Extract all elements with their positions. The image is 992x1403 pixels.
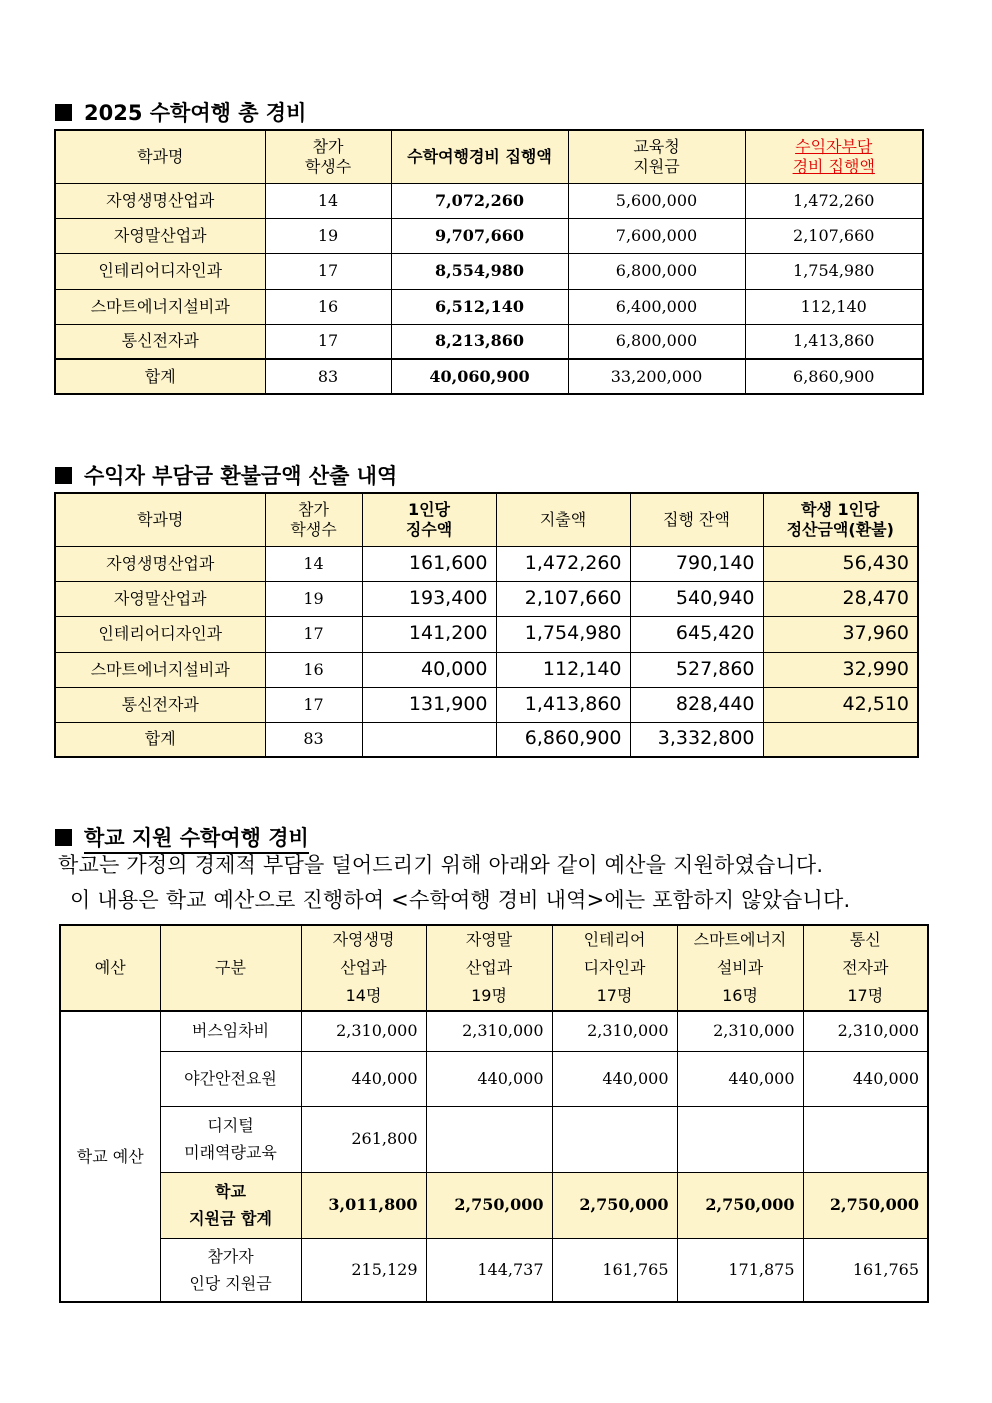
balance: 645,420 (630, 616, 763, 652)
category-label: 버스임차비 (160, 1011, 301, 1051)
header-dept: 학과명 (55, 493, 265, 546)
refund-amount: 32,990 (763, 652, 918, 687)
header-dept-5: 통신 전자과 17명 (803, 925, 928, 1011)
per-person-fee: 131,900 (362, 687, 496, 722)
student-count: 19 (265, 218, 391, 253)
amount: 2,310,000 (426, 1011, 552, 1051)
total-spent: 9,707,660 (391, 218, 568, 253)
dept-name: 인테리어디자인과 (55, 616, 265, 652)
dept-name: 자영말산업과 (55, 218, 265, 253)
table-row (55, 546, 918, 581)
office-support: 7,600,000 (568, 218, 745, 253)
table-row (60, 1238, 928, 1302)
per-person-fee: 161,600 (362, 546, 496, 581)
header-per-person-fee: 1인당 징수액 (362, 493, 496, 546)
support-note: 이 내용은 학교 예산으로 진행하여 <수학여행 경비 내역>에는 포함하지 않았습니다. (70, 888, 851, 912)
section2-title: 수익자 부담금 환불금액 산출 내역 (55, 460, 397, 490)
header-students: 참가 학생수 (265, 130, 391, 183)
dept-name: 통신전자과 (55, 687, 265, 722)
table-row (60, 1106, 928, 1172)
header-dept-2: 자영말 산업과 19명 (426, 925, 552, 1011)
total-balance: 3,332,800 (630, 722, 763, 757)
dept-name: 통신전자과 (55, 324, 265, 359)
student-count: 17 (265, 253, 391, 289)
amount: 161,765 (803, 1238, 928, 1302)
per-person-fee: 40,000 (362, 652, 496, 687)
balance: 828,440 (630, 687, 763, 722)
beneficiary-cost: 1,472,260 (745, 183, 923, 218)
office-support: 5,600,000 (568, 183, 745, 218)
subtotal-row (60, 1172, 928, 1238)
header-dept: 학과명 (55, 130, 265, 183)
header-dept-3: 인테리어 디자인과 17명 (552, 925, 677, 1011)
total-spent: 8,213,860 (391, 324, 568, 359)
balance: 527,860 (630, 652, 763, 687)
section1-title: 2025 수학여행 총 경비 (55, 97, 306, 127)
amount (677, 1106, 803, 1172)
beneficiary-cost: 1,754,980 (745, 253, 923, 289)
total-spent-sum: 40,060,900 (391, 359, 568, 394)
total-row (55, 359, 923, 394)
table-row (55, 687, 918, 722)
amount: 440,000 (803, 1051, 928, 1106)
total-students: 83 (265, 722, 362, 757)
square-bullet-icon (55, 467, 72, 484)
header-total-spent: 수학여행경비 집행액 (391, 130, 568, 183)
expense: 112,140 (496, 652, 630, 687)
amount: 2,310,000 (677, 1011, 803, 1051)
expense: 1,413,860 (496, 687, 630, 722)
student-count: 17 (265, 324, 391, 359)
header-expense: 지출액 (496, 493, 630, 546)
header-dept-4: 스마트에너지 설비과 16명 (677, 925, 803, 1011)
table-row (60, 1051, 928, 1106)
table-row (55, 183, 923, 218)
student-count: 14 (265, 183, 391, 218)
dept-name: 자영말산업과 (55, 581, 265, 616)
student-count: 16 (265, 289, 391, 324)
category-label: 야간안전요원 (160, 1051, 301, 1106)
expense: 1,754,980 (496, 616, 630, 652)
table-row (60, 1011, 928, 1051)
amount: 440,000 (552, 1051, 677, 1106)
amount: 2,750,000 (803, 1172, 928, 1238)
dept-name: 스마트에너지설비과 (55, 652, 265, 687)
table-row (55, 652, 918, 687)
refund-table (54, 492, 919, 758)
header-students: 참가 학생수 (265, 493, 362, 546)
amount: 2,310,000 (803, 1011, 928, 1051)
student-count: 14 (265, 546, 362, 581)
table-row (55, 253, 923, 289)
beneficiary-cost: 1,413,860 (745, 324, 923, 359)
amount: 3,011,800 (301, 1172, 426, 1238)
amount: 2,310,000 (552, 1011, 677, 1051)
balance: 790,140 (630, 546, 763, 581)
header-dept-1: 자영생명 산업과 14명 (301, 925, 426, 1011)
header-category: 구분 (160, 925, 301, 1011)
beneficiary-cost: 112,140 (745, 289, 923, 324)
total-students: 83 (265, 359, 391, 394)
header-office-support: 교육청 지원금 (568, 130, 745, 183)
student-count: 16 (265, 652, 362, 687)
amount: 440,000 (426, 1051, 552, 1106)
balance: 540,940 (630, 581, 763, 616)
amount (803, 1106, 928, 1172)
per-person-fee: 141,200 (362, 616, 496, 652)
amount: 2,750,000 (426, 1172, 552, 1238)
square-bullet-icon (55, 104, 72, 121)
student-count: 17 (265, 616, 362, 652)
expense: 1,472,260 (496, 546, 630, 581)
refund-amount: 56,430 (763, 546, 918, 581)
total-spent: 8,554,980 (391, 253, 568, 289)
header-refund: 학생 1인당 정산금액(환불) (763, 493, 918, 546)
amount: 144,737 (426, 1238, 552, 1302)
amount: 161,765 (552, 1238, 677, 1302)
table-row (55, 218, 923, 253)
expense: 2,107,660 (496, 581, 630, 616)
header-balance: 집행 잔액 (630, 493, 763, 546)
budget-label: 학교 예산 (60, 1011, 160, 1302)
dept-name: 자영생명산업과 (55, 183, 265, 218)
amount: 2,310,000 (301, 1011, 426, 1051)
student-count: 17 (265, 687, 362, 722)
table-row (55, 616, 918, 652)
amount: 215,129 (301, 1238, 426, 1302)
student-count: 19 (265, 581, 362, 616)
amount: 440,000 (301, 1051, 426, 1106)
total-expense: 6,860,900 (496, 722, 630, 757)
refund-amount: 28,470 (763, 581, 918, 616)
amount (552, 1106, 677, 1172)
refund-amount: 42,510 (763, 687, 918, 722)
total-spent: 6,512,140 (391, 289, 568, 324)
total-per-person-fee (362, 722, 496, 757)
total-label: 합계 (55, 359, 265, 394)
table-row (55, 289, 923, 324)
refund-amount: 37,960 (763, 616, 918, 652)
total-cost-table (54, 129, 924, 395)
category-label: 학교 지원금 합계 (160, 1172, 301, 1238)
total-label: 합계 (55, 722, 265, 757)
amount: 171,875 (677, 1238, 803, 1302)
dept-name: 자영생명산업과 (55, 546, 265, 581)
amount: 261,800 (301, 1106, 426, 1172)
total-row (55, 722, 918, 757)
category-label: 디지털 미래역량교육 (160, 1106, 301, 1172)
office-support: 6,800,000 (568, 324, 745, 359)
amount (426, 1106, 552, 1172)
total-beneficiary-cost: 6,860,900 (745, 359, 923, 394)
amount: 440,000 (677, 1051, 803, 1106)
amount: 2,750,000 (552, 1172, 677, 1238)
office-support: 6,800,000 (568, 253, 745, 289)
beneficiary-cost: 2,107,660 (745, 218, 923, 253)
table-row (55, 324, 923, 359)
per-person-fee: 193,400 (362, 581, 496, 616)
total-office-support: 33,200,000 (568, 359, 745, 394)
office-support: 6,400,000 (568, 289, 745, 324)
total-refund (763, 722, 918, 757)
square-bullet-icon (55, 829, 72, 846)
header-budget: 예산 (60, 925, 160, 1011)
school-support-table (59, 924, 929, 1303)
support-description: 학교는 가정의 경제적 부담을 덜어드리기 위해 아래와 같이 예산을 지원하였습니다. (58, 853, 824, 877)
dept-name: 인테리어디자인과 (55, 253, 265, 289)
amount: 2,750,000 (677, 1172, 803, 1238)
table-row (55, 581, 918, 616)
total-spent: 7,072,260 (391, 183, 568, 218)
header-beneficiary-cost: 수익자부담 경비 집행액 (745, 130, 923, 183)
dept-name: 스마트에너지설비과 (55, 289, 265, 324)
category-label: 참가자 인당 지원금 (160, 1238, 301, 1302)
section3-title: 학교 지원 수학여행 경비 (55, 822, 309, 852)
